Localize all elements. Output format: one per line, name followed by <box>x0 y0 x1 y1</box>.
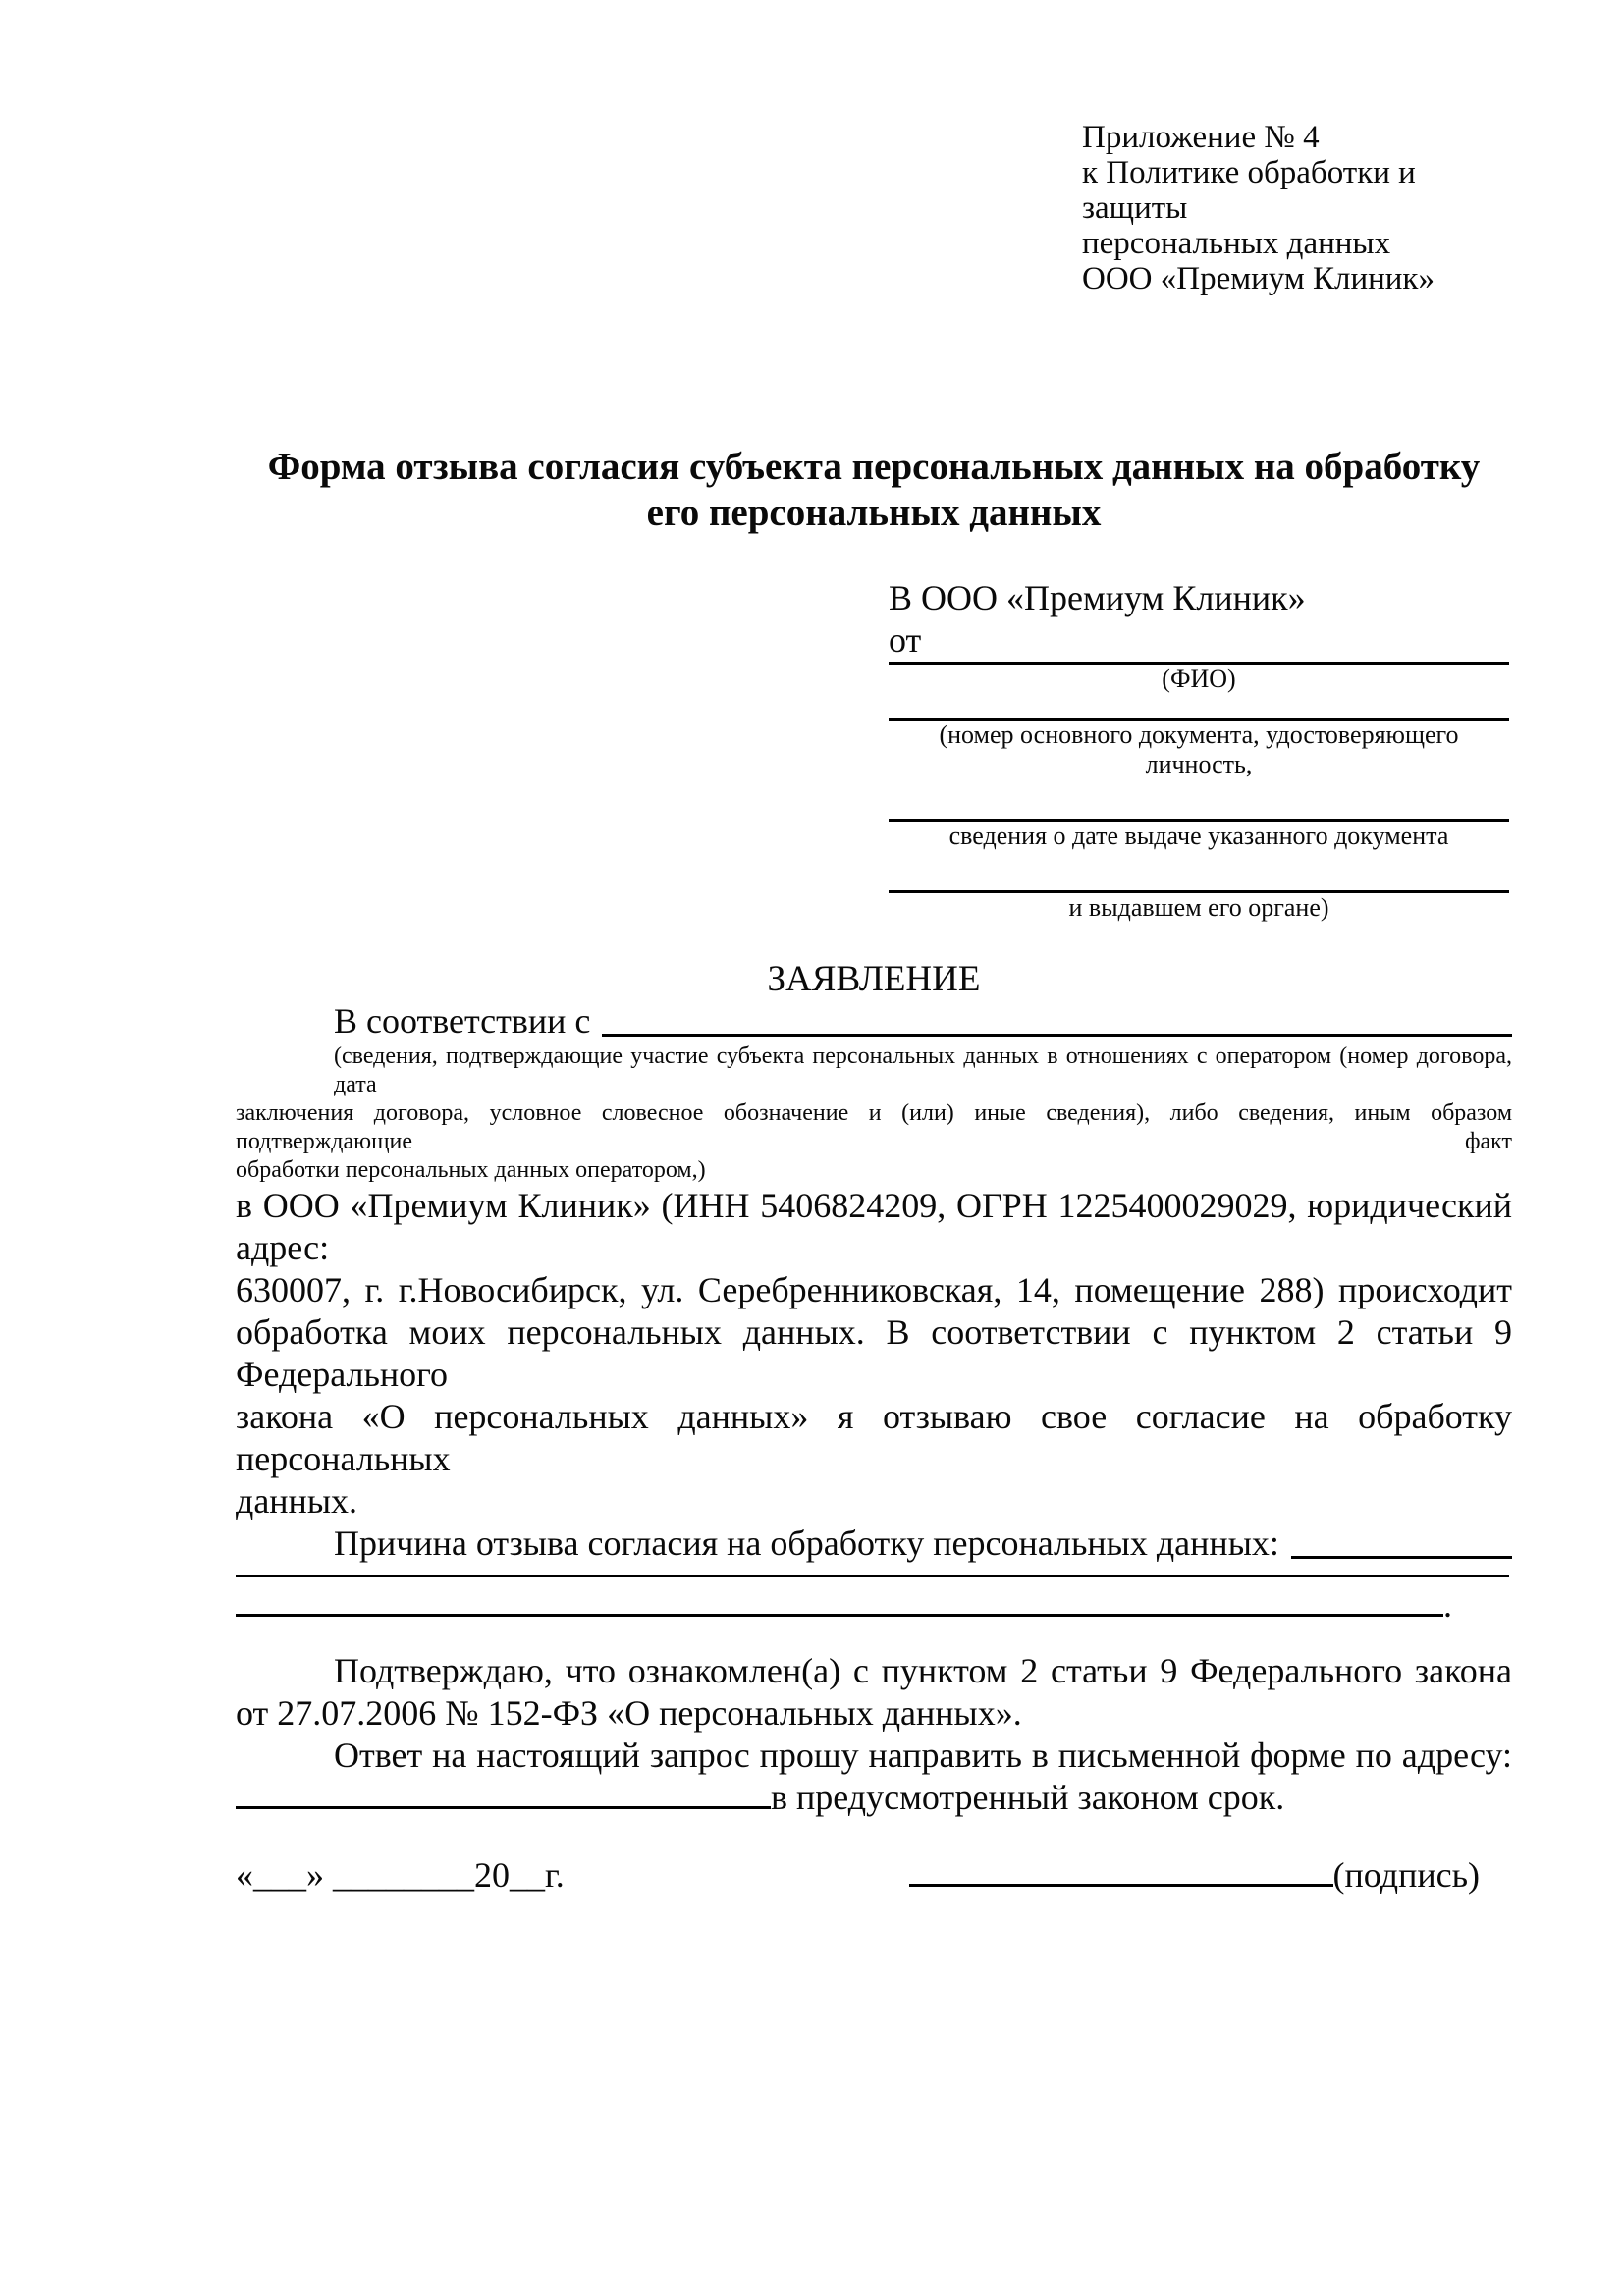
date-signature-row <box>236 1854 1512 1896</box>
appendix-header <box>1082 120 1512 296</box>
statement-heading: ЗАЯВЛЕНИЕ <box>767 959 981 999</box>
intro-line <box>236 1000 1512 1042</box>
page-title-line: его персональных данных <box>646 492 1102 534</box>
statement-body-line: в ООО «Премиум Клиник» (ИНН 5406824209, ОГРН 1225400029029, юридический адрес: <box>236 1186 1512 1267</box>
document-number-caption: (номер основного документа, удостоверяющего личность, <box>939 721 1459 778</box>
reason-line <box>236 1522 1512 1565</box>
reason-blank-line-2 <box>236 1573 1509 1577</box>
issue-date-field <box>889 819 1509 851</box>
basis-blank-line <box>602 1034 1512 1037</box>
page-title-line: Форма отзыва согласия субъекта персональных данных на обработку <box>267 446 1481 488</box>
reply-address-row <box>236 1777 1512 1819</box>
reason-blank-line <box>1291 1556 1512 1559</box>
reason-label: Причина отзыва согласия на обработку персональных данных: <box>334 1523 1279 1563</box>
statement-body-line: данных. <box>236 1481 358 1521</box>
signature-blank-line <box>909 1882 1333 1887</box>
signature-caption: (подпись) <box>1332 1855 1480 1895</box>
fio-caption: (ФИО) <box>1162 665 1236 693</box>
page-title <box>236 444 1512 536</box>
issuing-authority-caption: и выдавшем его органе) <box>1068 893 1329 922</box>
appendix-line: к Политике обработки и защиты <box>1082 155 1416 226</box>
intro-note-line: (сведения, подтверждающие участие субъекта персональных данных в отношениях с оператором (номер договора, дата <box>334 1043 1512 1097</box>
intro-note-line: обработки персональных данных оператором,) <box>236 1157 706 1183</box>
intro-note <box>236 1042 1512 1185</box>
confirmation-paragraph <box>236 1650 1512 1735</box>
reply-paragraph <box>236 1735 1512 1819</box>
addressee-to: В ООО «Премиум Клиник» <box>889 578 1306 617</box>
addressee-block <box>889 577 1509 923</box>
date-blank: «___» ________20__г. <box>236 1855 565 1895</box>
statement-body-line: 630007, г. г.Новосибирск, ул. Серебренниковская, 14, помещение 288) происходит <box>236 1270 1512 1309</box>
signature-group <box>909 1854 1480 1896</box>
appendix-line: персональных данных <box>1082 226 1391 261</box>
issue-date-caption: сведения о дате выдаче указанного документа <box>948 822 1449 850</box>
reply-line: Ответ на настоящий запрос прошу направить в письменной форме по адресу: <box>334 1735 1512 1775</box>
document-number-field <box>889 718 1509 779</box>
confirmation-line: от 27.07.2006 № 152-ФЗ «О персональных данных». <box>236 1693 1022 1733</box>
statement-body <box>236 1185 1512 1522</box>
appendix-line: ООО «Премиум Клиник» <box>1082 261 1435 296</box>
reason-blank-line-3 <box>236 1612 1443 1617</box>
reason-blank-row <box>236 1582 1512 1629</box>
sentence-period: . <box>1443 1585 1452 1625</box>
fio-field <box>889 662 1509 694</box>
addressee-from: от <box>889 620 922 660</box>
reply-suffix: в предусмотренный законом срок. <box>771 1778 1285 1817</box>
confirmation-line: Подтверждаю, что ознакомлен(а) с пунктом 2 статьи 9 Федерального закона <box>334 1651 1512 1690</box>
intro-prefix: В соответствии с <box>334 1001 591 1041</box>
statement-body-line: обработка моих персональных данных. В соответствии с пунктом 2 статьи 9 Федерального <box>236 1312 1512 1394</box>
reason-blank-row <box>236 1565 1512 1582</box>
address-blank-line <box>236 1804 771 1809</box>
appendix-line: Приложение № 4 <box>1082 120 1320 155</box>
intro-note-line: заключения договора, условное словесное обозначение и (или) иные сведения), либо сведения, иным образом подтверждающие факт <box>236 1100 1512 1154</box>
issuing-authority-field <box>889 890 1509 923</box>
statement-body-line: закона «О персональных данных» я отзываю свое согласие на обработку персональных <box>236 1397 1512 1478</box>
